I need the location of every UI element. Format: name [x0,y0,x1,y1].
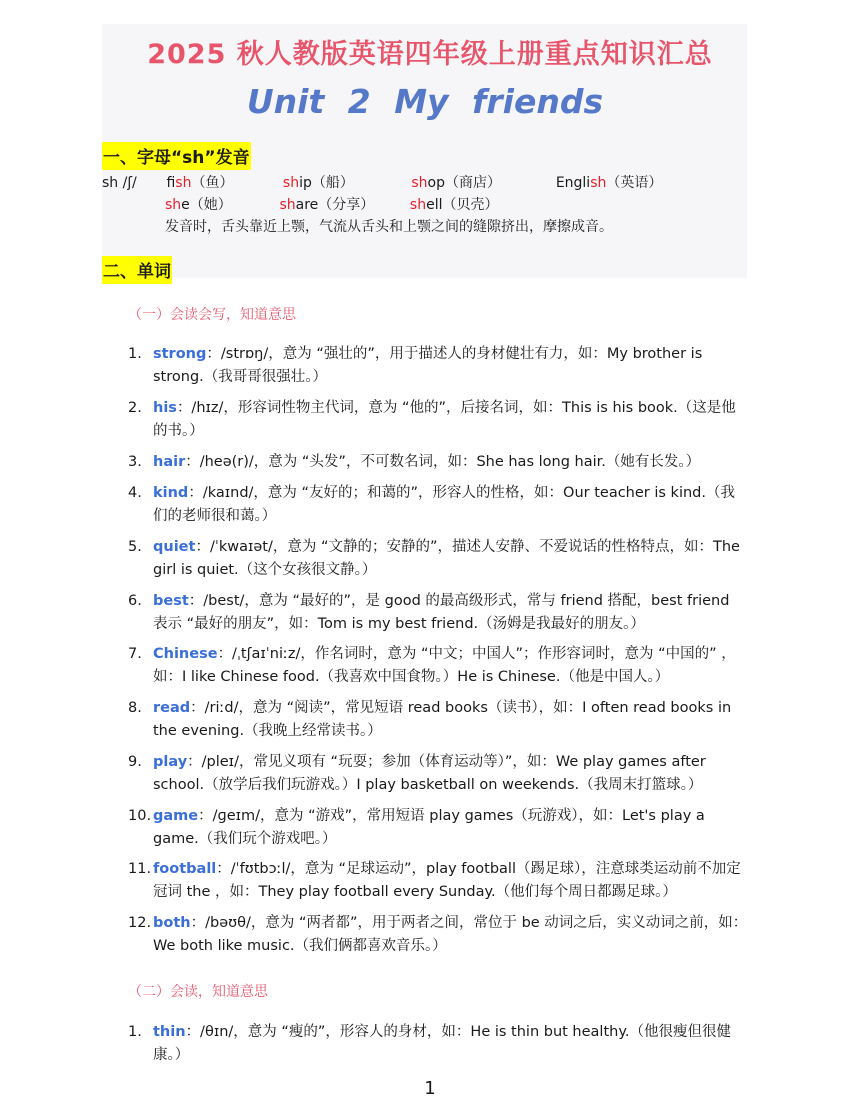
document-title: 2025 秋人教版英语四年级上册重点知识汇总 [147,39,713,70]
vocab-item: 4. kind：/kaɪnd/，意为 “友好的；和蔼的”，形容人的性格，如：Our teacher is kind.（我们的老师很和蔼。） [128,485,735,524]
vocab-word: game [153,808,199,824]
vocab-item: 8. read：/riːd/，意为 “阅读”，常见短语 read books（读书），如：I often read books in the evening.（我晚上经常读书。） [128,700,732,739]
phonics-word: shop（商店） [411,175,501,191]
vocab-word: Chinese [153,646,218,662]
section1-heading: 一、字母“sh”发音 [102,142,251,170]
vocab-item: 12. both：/bəʊθ/，意为 “两者都”，用于两者之间，常位于 be 动词之后，实义动词之前，如：We both like music.（我们俩都喜欢音乐。） [128,915,748,954]
vocab-word: read [153,700,191,716]
unit-title: Unit 2 My friends [246,82,604,121]
phonics-word: English（英语） [555,175,663,191]
vocab-item: 10. game：/ɡeɪm/，意为 “游戏”，常用短语 play games（玩游戏），如：Let's play a game.（我们玩个游戏吧。） [128,808,705,847]
vocab-word: play [153,754,188,770]
vocab-item: 9. play：/pleɪ/，常见义项有 “玩耍；参加（体育运动等）”，如：We play games after school.（放学后我们玩游戏。）I play basketball on weekends.（我周末打篮球。） [128,754,706,793]
phonics-word: shell（贝壳） [409,197,499,213]
phonics-row-2 [165,194,498,214]
section2-heading: 二、单词 [102,256,172,284]
vocab-item: 5. quiet：/ˈkwaɪət/，意为 “文静的；安静的”，描述人安静、不爱说话的性格特点，如：The girl is quiet.（这个女孩很文静。） [128,539,740,578]
vocab-item: 1. strong：/strɒŋ/，意为 “强壮的”，用于描述人的身材健壮有力，如：My brother is strong.（我哥哥很强壮。） [128,346,703,385]
vocab-word: thin [153,1024,186,1040]
phoneme: sh /ʃ/ [102,175,137,191]
vocab-item: 6. best：/best/，意为 “最好的”，是 good 的最高级形式，常与 friend 搭配，best friend 表示 “最好的朋友”，如：Tom is my best friend.（汤姆是我最好的朋友。） [128,593,730,632]
vocab-word: hair [153,454,186,470]
phonics-word: she（她） [165,197,232,213]
vocab-item: 3. hair：/heə(r)/，意为 “头发”，不可数名词，如：She has long hair.（她有长发。） [128,454,701,470]
vocab-word: best [153,593,189,609]
phonics-word: ship（船） [282,175,354,191]
vocab-item: 1. thin：/θɪn/，意为 “瘦的”，形容人的身材，如：He is thin but healthy.（他很瘦但很健康。） [128,1024,731,1063]
vocab-word: his [153,400,177,416]
vocab-item: 2. his：/hɪz/，形容词性物主代词，意为 “他的”，后接名词，如：This is his book.（这是他的书。） [128,400,736,439]
vocab-word: football [153,861,217,877]
phonics-word: share（分享） [279,197,375,213]
subsection-heading-2: （二）会读，知道意思 [128,984,268,1000]
vocab-word: kind [153,485,189,501]
pronunciation-note: 发音时，舌头靠近上颚，气流从舌头和上颚之间的缝隙挤出，摩擦成音。 [165,219,613,235]
phonics-word: fish（鱼） [166,175,234,191]
vocab-item: 7. Chinese：/ˌtʃaɪˈniːz/，作名词时，意为 “中文；中国人”；作形容词时，意为 “中国的” ，如：I like Chinese food.（我喜欢中国食物。）He is Chinese.（他是中国人。） [128,646,736,685]
subsection-heading-1: （一）会读会写，知道意思 [128,307,296,323]
vocab-word: quiet [153,539,196,555]
vocab-item: 11. football：/ˈfʊtbɔːl/，意为 “足球运动”，play football（踢足球），注意球类运动前不加定冠词 the ，如：They play football every Sunday.（他们每个周日都踢足球。） [128,861,741,900]
vocab-word: both [153,915,191,931]
phonics-row-1 [102,172,662,192]
vocab-word: strong [153,346,207,362]
page-number: 1 [424,1078,436,1099]
